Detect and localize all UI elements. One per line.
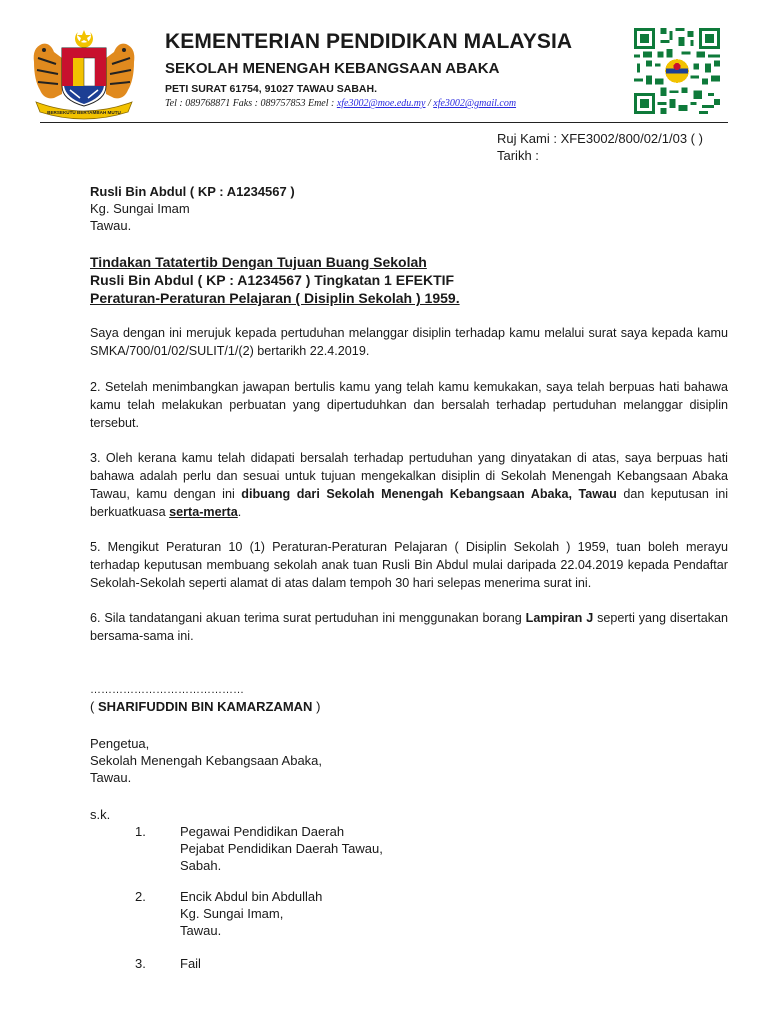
signatory-close-paren: ) [316, 699, 321, 714]
cc-item-1-line2: Pejabat Pendidikan Daerah Tawau, [180, 841, 383, 856]
signatory-name: SHARIFUDDIN BIN KAMARZAMAN [97, 699, 313, 714]
school-address: PETI SURAT 61754, 91027 TAWAU SABAH. [165, 83, 378, 95]
cc-item-2-line2: Kg. Sungai Imam, [180, 906, 284, 921]
email-link-gmail[interactable]: xfe3002@gmail.com [433, 98, 517, 109]
paragraph-3 [90, 449, 728, 521]
ministry-title: KEMENTERIAN PENDIDIKAN MALAYSIA [165, 30, 573, 53]
letterhead-divider [40, 122, 728, 123]
recipient-address-line2: Tawau. [90, 218, 132, 233]
cc-item-1-line1: Pegawai Pendidikan Daerah [180, 824, 345, 839]
contact-line [165, 98, 516, 109]
cc-item-2-line1: Encik Abdul bin Abdullah [180, 889, 323, 904]
crest-motto: BERSEKUTU BERTAMBAH MUTU [47, 110, 121, 115]
cc-item-3-line1: Fail [180, 956, 201, 971]
letter-date: Tarikh : [497, 148, 539, 163]
paragraph-3-text-b: dan keputusan ini berkuatkuasa [90, 487, 729, 519]
paragraph-3-text-a: 3. Oleh kerana kamu telah didapati bersalah terhadap pertuduhan yang dinyatakan di atas, saya berpuas hati bahawa adalah perlu dan sesuai untuk tujuan mengekalkan disiplin di Sekolah Menengah Kebangsaan Abaka Tawau, kamu dengan ini [90, 451, 728, 501]
paragraph-6-form: Lampiran J [525, 611, 594, 625]
cc-item-1-number: 1. [135, 824, 146, 839]
paragraph-6 [90, 609, 728, 645]
qr-code-icon [634, 28, 720, 114]
signatory-open-paren: ( [90, 699, 95, 714]
paragraph-1: Saya dengan ini merujuk kepada pertuduhan melanggar disiplin terhadap kamu melalui surat saya kepada kamu SMKA/700/01/02/SULIT/1/(2) bertarikh 22.4.2019. [90, 326, 728, 358]
cc-item-2-line3: Tawau. [180, 923, 222, 938]
signature-line: …………………………………… [90, 684, 244, 696]
coat-of-arms-icon [28, 28, 140, 120]
reference-number: Ruj Kami : XFE3002/800/02/1/03 ( ) [497, 131, 703, 146]
paragraph-6-text-a: 6. Sila tandatangani akuan terima surat pertuduhan ini menggunakan borang [90, 611, 522, 625]
subject-line-3: Peraturan-Peraturan Pelajaran ( Disiplin Sekolah ) 1959. [90, 290, 460, 306]
signatory-organisation: Sekolah Menengah Kebangsaan Abaka, [90, 753, 323, 768]
cc-item-1-line3: Sabah. [180, 858, 222, 873]
recipient-name: Rusli Bin Abdul ( KP : A1234567 ) [90, 184, 295, 199]
paragraph-3-expulsion: dibuang dari Sekolah Menengah Kebangsaan Abaka, Tawau [241, 487, 617, 501]
cc-label: s.k. [90, 807, 111, 822]
cc-item-3-number: 3. [135, 956, 146, 971]
paragraph-3-effective: serta-merta [169, 505, 238, 519]
paragraph-6-text-b: seperti yang disertakan bersama-sama ini. [90, 611, 729, 643]
subject-line-1: Tindakan Tatatertib Dengan Tujuan Buang Sekolah [90, 254, 427, 270]
signatory-title: Pengetua, [90, 736, 150, 751]
contact-phone-fax: Tel : 089768871 Faks : 089757853 Emel : [165, 98, 335, 109]
signatory [90, 698, 730, 715]
cc-item-2-number: 2. [135, 889, 146, 904]
email-link-moe[interactable]: xfe3002@moe.edu.my [336, 98, 426, 109]
email-separator: / [427, 98, 431, 109]
paragraph-2: 2. Setelah menimbangkan jawapan bertulis kamu yang telah kamu kemukakan, saya telah berpuas hati bahawa kamu telah melakukan perbuatan yang dipertuduhkan dan bersalah terhadap pertuduhan melanggar disiplin tersebut. [90, 380, 728, 430]
subject-line-2: Rusli Bin Abdul ( KP : A1234567 ) Tingkatan 1 EFEKTIF [90, 272, 455, 288]
signatory-place: Tawau. [90, 770, 132, 785]
paragraph-3-end: . [237, 505, 242, 519]
recipient-address-line1: Kg. Sungai Imam [90, 201, 190, 216]
paragraph-5: 5. Mengikut Peraturan 10 (1) Peraturan-Peraturan Pelajaran ( Disiplin Sekolah ) 1959, tuan boleh merayu terhadap keputusan membuang sekolah anak tuan Rusli Bin Abdul mulai daripada 22.04.2019 kepada Pendaftar Sekolah-Sekolah seperti alamat di atas dalam tempoh 30 hari selepas menerima surat ini. [90, 540, 728, 590]
school-name: SEKOLAH MENENGAH KEBANGSAAN ABAKA [165, 60, 500, 77]
